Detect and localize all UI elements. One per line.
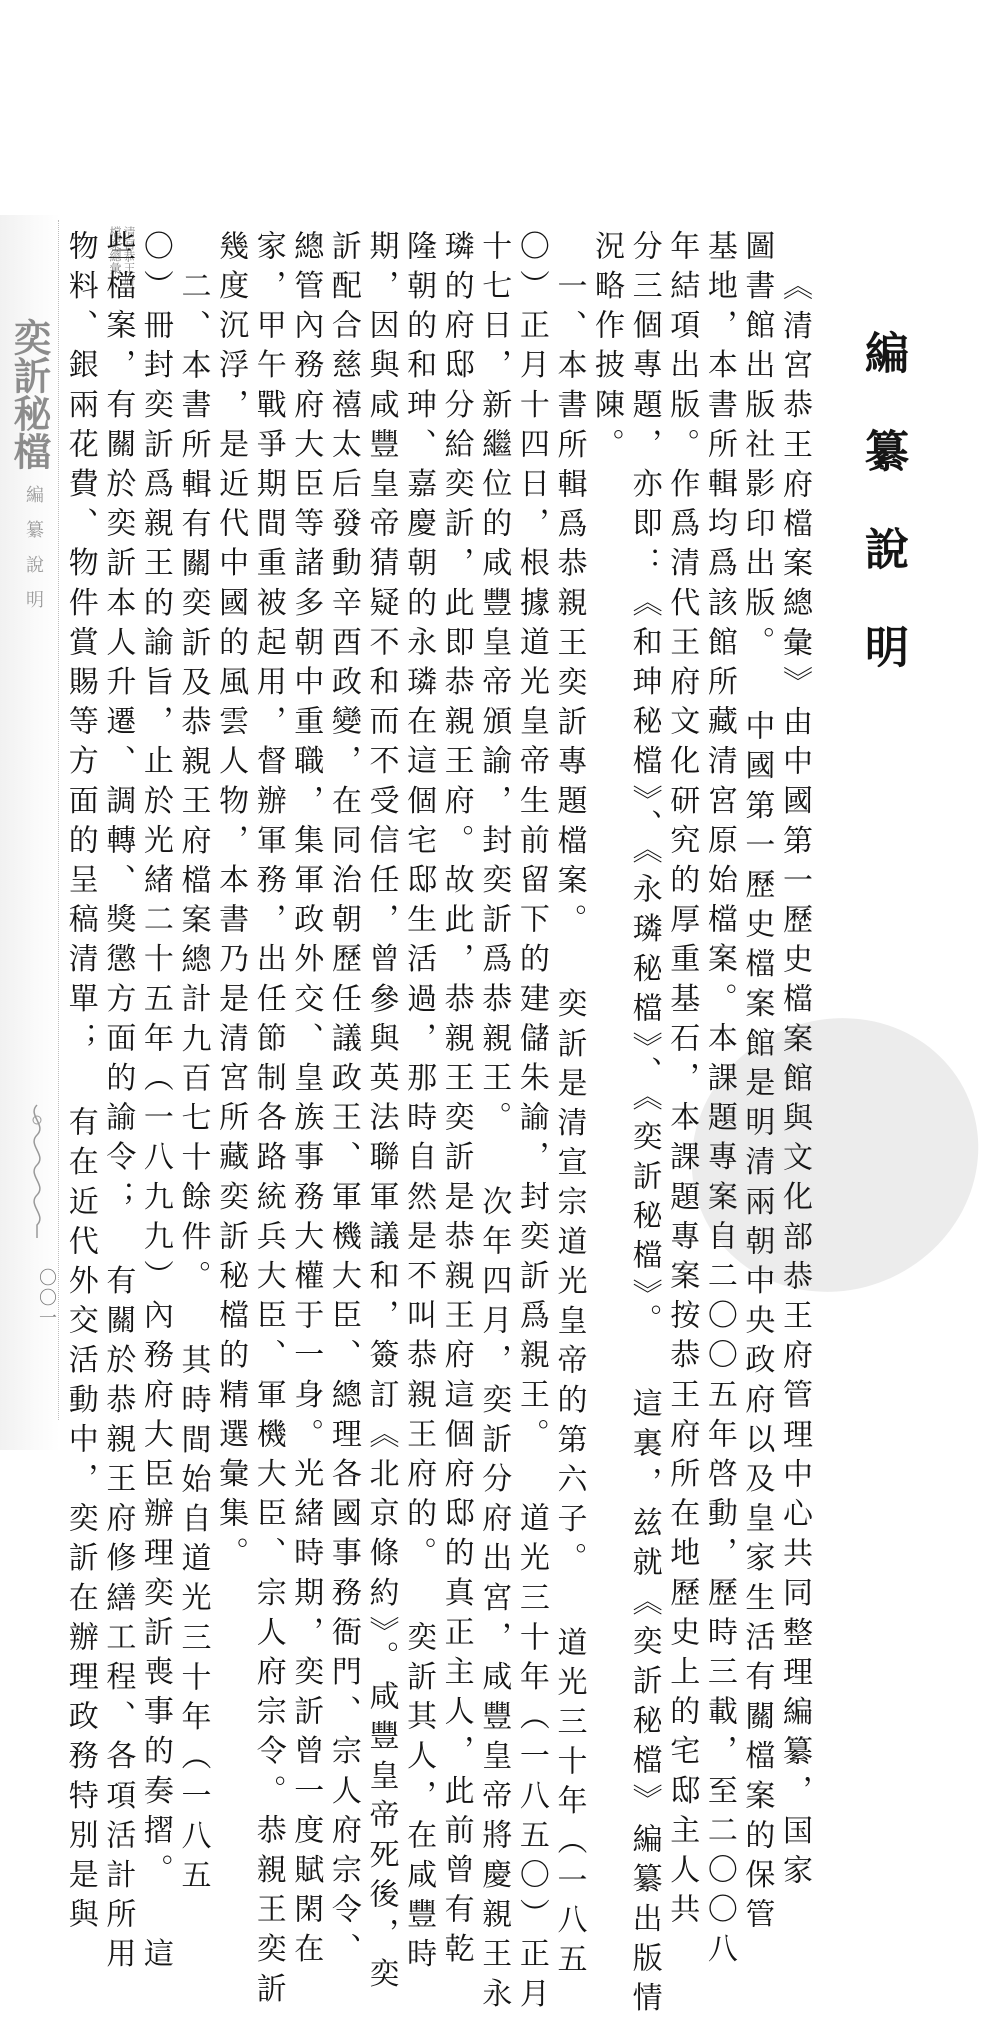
- text-column: 年結項出版。作爲清代王府文化研究的厚重基石，本課題專案按恭王府所在地歷史上的宅邸主人共: [664, 230, 700, 1933]
- text-column: 總管內務府大臣等諸多朝中重職，集軍政外交、皇族事務大權于一身。光緒時期，奕訢曾一度賦閑在: [288, 230, 324, 1973]
- text-column: 訢配合慈禧太后發動辛酉政變，在同治朝歷任議政王、軍機大臣、總理各國事務衙門、宗人府宗令、: [325, 230, 361, 1973]
- text-column: 幾度沉浮，是近代中國的風雲人物，本書乃是清宮所藏奕訢秘檔的精選彙集。: [213, 230, 249, 1577]
- text-column: 〇）冊封奕訢爲親王的諭旨，止於光緒二十五年（一八九九）內務府大臣辦理奕訢喪事的奏摺。 這: [137, 230, 173, 1978]
- text-column: 基地，本書所輯均爲該館所藏清宮原始檔案。本課題專案自二〇〇五年啓動，歷時三載，至二〇〇八: [701, 230, 737, 1973]
- series-title-line: 清宮恭王府: [122, 226, 136, 286]
- text-column: 隆朝的和珅、嘉慶朝的永璘在這個宅邸生活過，那時自然是不叫恭親王府的。 奕訢其人，在咸豐時: [401, 230, 437, 1978]
- text-column: 家，甲午戰爭期間重被起用，督辦軍務，出任節制各路統兵大臣、軍機大臣、宗人府宗令。恭親王奕訢: [250, 230, 286, 2012]
- ornament-icon: [22, 1100, 52, 1240]
- page-number: 〇〇一: [36, 1268, 57, 1328]
- text-column: 圖書館出版社影印出版。 中國第一歷史檔案館是明清兩朝中央政府以及皇家生活有關檔案的保管: [739, 230, 775, 1938]
- text-column: 物料、銀兩花費、物件賞賜等方面的呈稿清單； 有在近代外交活動中，奕訢在辦理政務特別是與: [62, 230, 98, 1938]
- text-column: 一、本書所輯爲恭親王奕訢專題檔案。 奕訢是清宣宗道光皇帝的第六子。 道光三十年（一八五: [551, 270, 587, 1983]
- text-column: 《清宮恭王府檔案總彙》由中國第一歷史檔案館與文化部恭王府管理中心共同整理編纂，国家: [777, 270, 812, 1894]
- text-column: 些檔案，有關於奕訢本人升遷、調轉、獎懲方面的諭令； 有關於恭親王府修繕工程、各項活計所用: [100, 230, 136, 1978]
- text-column: 〇）正月十四日，根據道光皇帝生前留下的建儲朱諭，封奕訢爲親王。 道光三十年（一八五〇）正月: [513, 230, 549, 2017]
- text-column: 二、本書所輯有關奕訢及恭親王府檔案總計九百七十餘件。 其時間始自道光三十年（一八五: [175, 270, 211, 1899]
- text-column: 璘的府邸分給奕訢，此即恭親王府。故此，恭親王奕訢是恭親王府這個府邸的真正主人，此前曾有乾: [438, 230, 474, 1973]
- book-title: 奕訢秘檔: [7, 318, 52, 470]
- margin-divider: [58, 220, 59, 1420]
- page-title: 編纂說明: [857, 330, 908, 722]
- body-text: [61, 230, 813, 2021]
- text-column: 分三個專題，亦即：《和珅秘檔》、《永璘秘檔》、《奕訢秘檔》。 這裏，兹就《奕訢秘檔》編纂出版情: [626, 230, 662, 2021]
- running-section-title: 編纂說明: [23, 485, 44, 625]
- text-column: 十七日，新繼位的咸豐皇帝頒諭，封奕訢爲恭親王。 次年四月，奕訢分府出宮，咸豐皇帝將慶親王永: [476, 230, 512, 2017]
- text-column: 期，因與咸豐皇帝猜疑不和而不受信任，曾參與英法聯軍議和，簽訂《北京條約》。咸豐皇帝死後，奕: [363, 230, 399, 1997]
- text-column: 況略作披陳。: [589, 230, 625, 468]
- series-title-line: 檔案總彙: [108, 226, 122, 274]
